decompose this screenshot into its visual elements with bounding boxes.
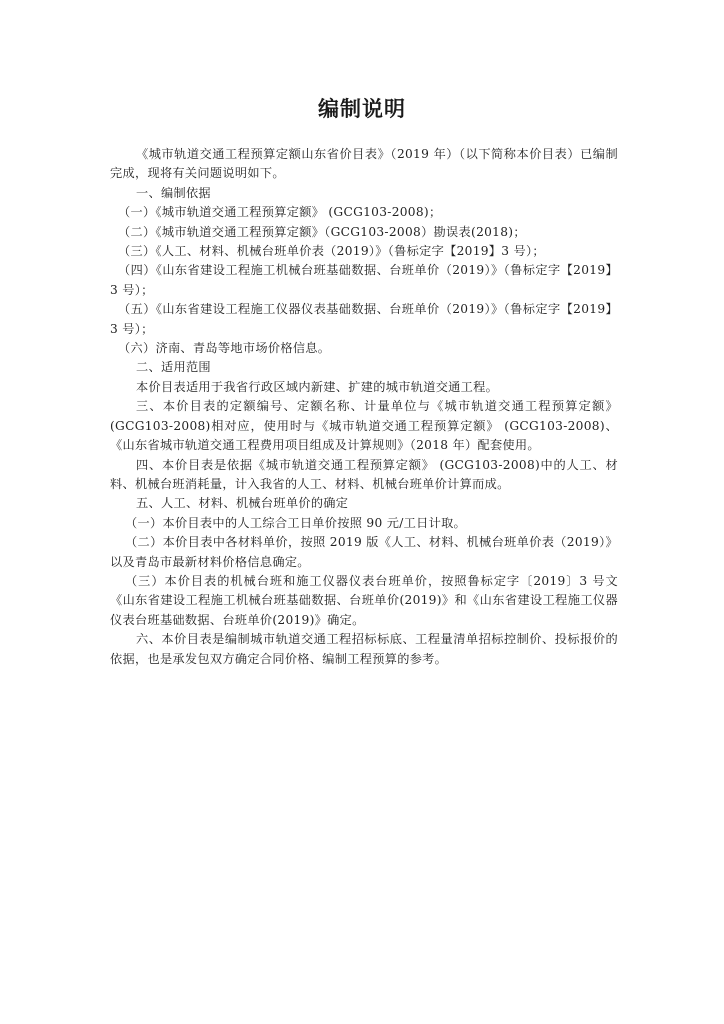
intro-paragraph: 《城市轨道交通工程预算定额山东省价目表》（2019 年）（以下简称本价目表）已编制完成，现将有关问题说明如下。 — [110, 147, 618, 181]
price-item-1: （一）本价目表中的人工综合工日单价按照 90 元/工日计取。 — [125, 515, 467, 530]
basis-item-4: （四）《山东省建设工程施工机械台班基础数据、台班单价（2019）》（鲁标定字【2019】3 号）； — [110, 263, 618, 297]
basis-item-3: （三）《人工、材料、机械台班单价表（2019）》（鲁标定字【2019】3 号）； — [118, 244, 545, 259]
section-heading-scope: 二、适用范围 — [136, 360, 211, 375]
document-title: 编制说明 — [318, 97, 406, 121]
scope-paragraph: 本价目表适用于我省行政区域内新建、扩建的城市轨道交通工程。 — [136, 379, 499, 394]
basis-item-5: （五）《山东省建设工程施工仪器仪表基础数据、台班单价（2019）》（鲁标定字【2019】3 号）； — [110, 302, 618, 336]
section-six-paragraph: 六、本价目表是编制城市轨道交通工程招标标底、工程量清单招标控制价、投标报价的依据，也是承发包双方确定合同价格、编制工程预算的参考。 — [110, 632, 618, 666]
basis-item-6: （六）济南、青岛等地市场价格信息。 — [118, 341, 331, 356]
section-heading-basis: 一、编制依据 — [136, 185, 211, 200]
section-three-paragraph: 三、本价目表的定额编号、定额名称、计量单位与《城市轨道交通工程预算定额》(GCG103-2008)相对应，使用时与《城市轨道交通工程预算定额》 (GCG103-2008)、《山东省城市轨道交通工程费用项目组成及计算规则》（2018 年）配套使用。 — [110, 399, 618, 453]
price-item-2: （二）本价目表中各材料单价，按照 2019 版《人工、材料、机械台班单价表（2019）》以及青岛市最新材料价格信息确定。 — [110, 535, 618, 569]
document-body — [110, 145, 618, 669]
price-item-3: （三）本价目表的机械台班和施工仪器仪表台班单价，按照鲁标定字〔2019〕3 号文《山东省建设工程施工机械台班基础数据、台班单价(2019)》和《山东省建设工程施工仪器仪表台班基础数据、台班单价(2019)》确定。 — [110, 573, 618, 627]
section-four-paragraph: 四、本价目表是依据《城市轨道交通工程预算定额》 (GCG103-2008)中的人工、材料、机械台班消耗量，计入我省的人工、材料、机械台班单价计算而成。 — [110, 457, 618, 491]
basis-item-1: （一）《城市轨道交通工程预算定额》 (GCG103-2008)； — [118, 205, 442, 220]
section-heading-prices: 五、人工、材料、机械台班单价的确定 — [136, 496, 349, 511]
basis-item-2: （二）《城市轨道交通工程预算定额》（GCG103-2008）勘误表(2018)； — [118, 224, 526, 239]
